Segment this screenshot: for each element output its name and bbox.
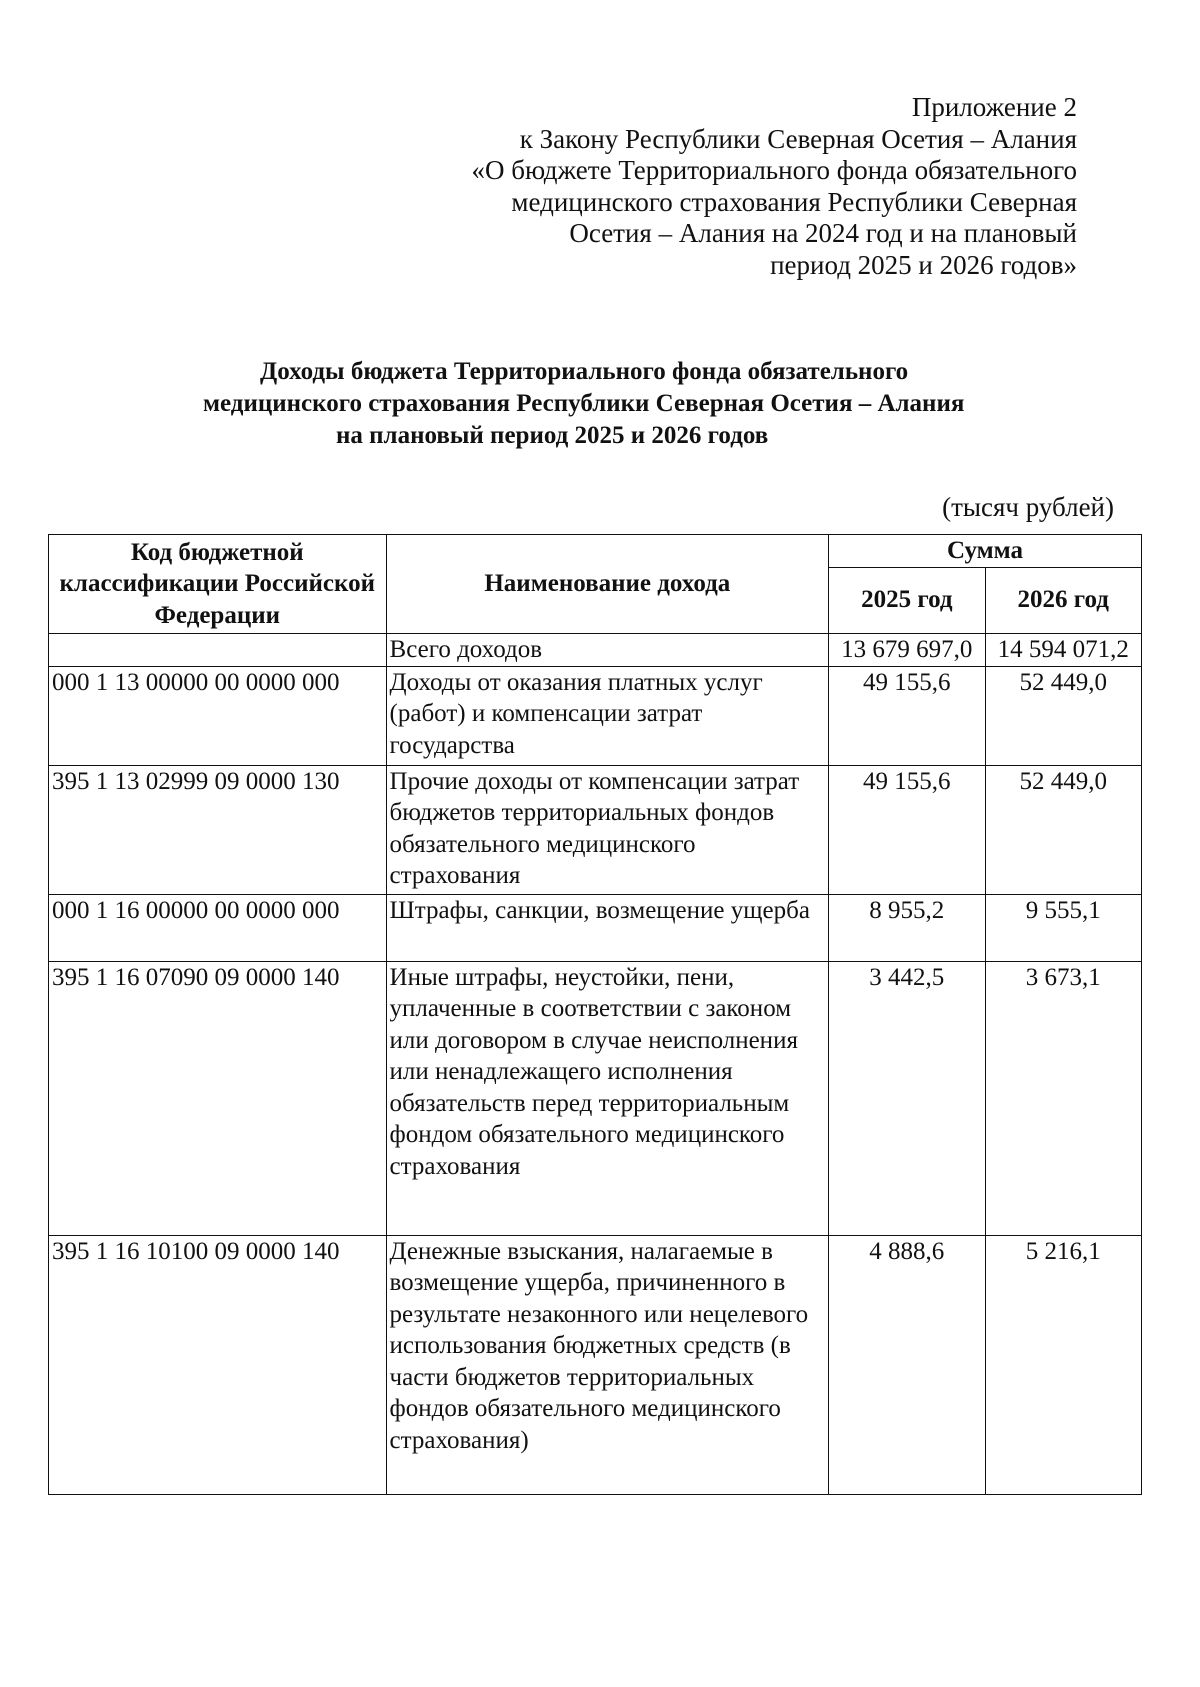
header-sum: Сумма (829, 535, 1142, 568)
header-name: Наименование дохода (386, 535, 829, 634)
annex-header (377, 92, 1077, 281)
cell-2025: 8 955,2 (829, 894, 985, 961)
title-line: медицинского страхования Республики Северная Осетия – Алания (203, 390, 965, 417)
table-row (49, 765, 1142, 894)
table-row (49, 894, 1142, 961)
cell-2025: 49 155,6 (829, 765, 985, 894)
header-code: Код бюджетной классификации Российской Федерации (49, 535, 387, 634)
title-line: Доходы бюджета Территориального фонда обязательного (260, 358, 909, 385)
cell-code: 000 1 13 00000 00 0000 000 (49, 666, 387, 765)
annex-line: к Закону Республики Северная Осетия – Алания (519, 123, 1077, 154)
cell-2025: 4 888,6 (829, 1235, 985, 1494)
cell-code: 395 1 16 10100 09 0000 140 (49, 1235, 387, 1494)
cell-name: Всего доходов (386, 633, 829, 666)
cell-name: Иные штрафы, неустойки, пени, уплаченные в соответствии с законом или договором в случае неисполнения или ненадлежащего исполнения обязательств перед территориальным фондом обязательного медицинского страхования (386, 961, 829, 1235)
cell-name: Денежные взыскания, налагаемые в возмещение ущерба, причиненного в результате незаконного или нецелевого использования бюджетных средств (в части бюджетов территориальных фондов обязательного медицинского страхования) (386, 1235, 829, 1494)
cell-name: Штрафы, санкции, возмещение ущерба (386, 894, 829, 961)
table-row (49, 1235, 1142, 1494)
cell-2026: 3 673,1 (985, 961, 1141, 1235)
annex-line: период 2025 и 2026 годов» (770, 249, 1077, 280)
units-label: (тысяч рублей) (942, 492, 1114, 522)
annex-line: «О бюджете Территориального фонда обязательного (471, 155, 1077, 185)
cell-2025: 49 155,6 (829, 666, 985, 765)
cell-2026: 52 449,0 (985, 666, 1141, 765)
cell-2025: 3 442,5 (829, 961, 985, 1235)
cell-2026: 14 594 071,2 (985, 633, 1141, 666)
table-row (49, 666, 1142, 765)
cell-name: Доходы от оказания платных услуг (работ) и компенсации затрат государства (386, 666, 829, 765)
cell-2026: 52 449,0 (985, 765, 1141, 894)
cell-code: 395 1 13 02999 09 0000 130 (49, 765, 387, 894)
annex-line: Приложение 2 (911, 92, 1077, 122)
cell-code: 395 1 16 07090 09 0000 140 (49, 961, 387, 1235)
cell-2025: 13 679 697,0 (829, 633, 985, 666)
annex-line: Осетия – Алания на 2024 год и на плановый (569, 218, 1077, 248)
header-year-2025: 2025 год (829, 567, 985, 633)
cell-name: Прочие доходы от компенсации затрат бюджетов территориальных фондов обязательного медицинского страхования (386, 765, 829, 894)
header-row (49, 535, 1142, 568)
table-row (49, 961, 1142, 1235)
title-line: на плановый период 2025 и 2026 годов (336, 422, 769, 449)
cell-2026: 9 555,1 (985, 894, 1141, 961)
annex-line: медицинского страхования Республики Северная (511, 186, 1077, 217)
header-year-2026: 2026 год (985, 567, 1141, 633)
table-row-total (49, 633, 1142, 666)
cell-2026: 5 216,1 (985, 1235, 1141, 1494)
cell-code: 000 1 16 00000 00 0000 000 (49, 894, 387, 961)
cell-code (49, 633, 387, 666)
income-table (48, 534, 1142, 1495)
